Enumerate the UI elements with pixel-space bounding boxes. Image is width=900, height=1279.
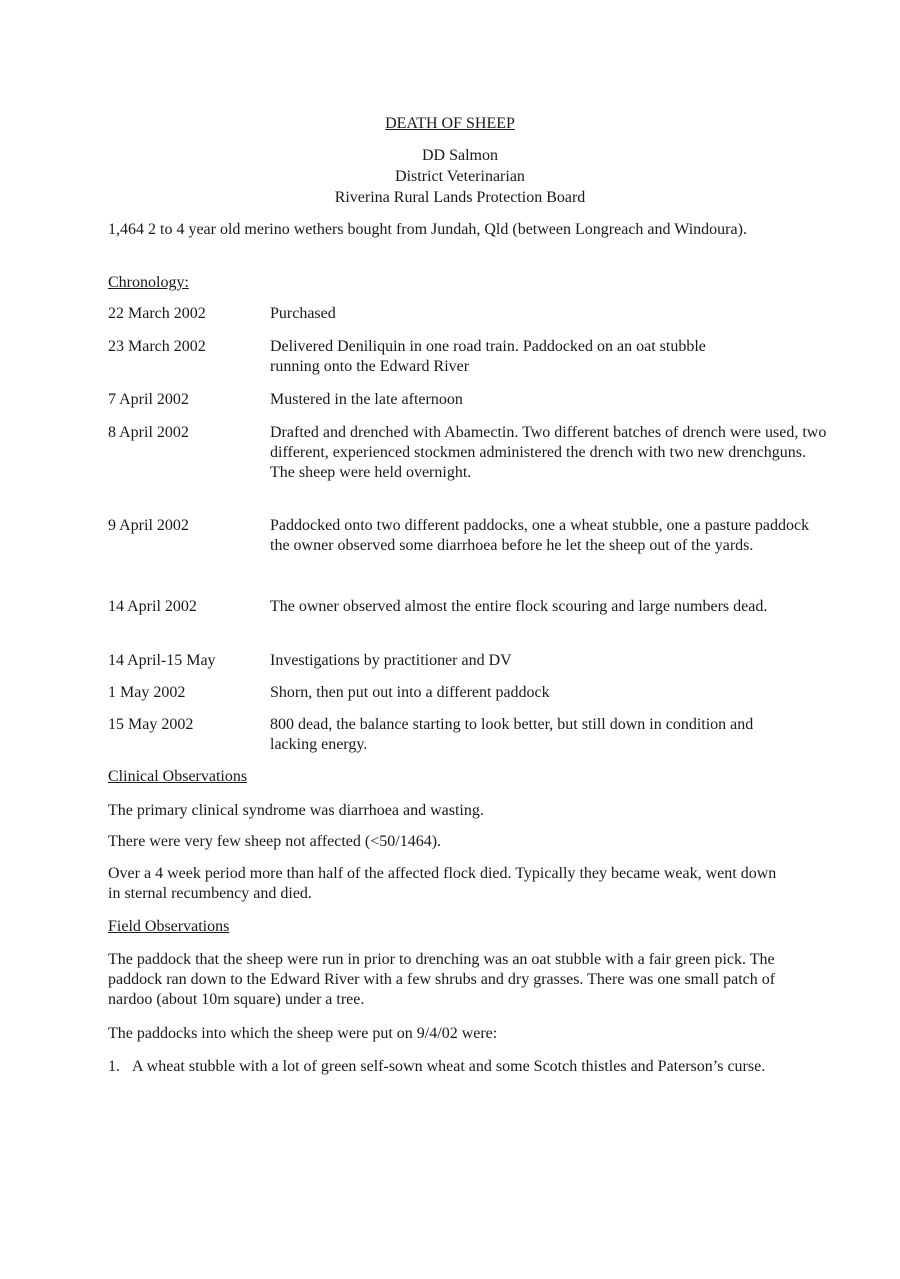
chronology-date: 15 May 2002 bbox=[108, 716, 194, 733]
field-observations-heading: Field Observations bbox=[108, 918, 230, 935]
chronology-date: 7 April 2002 bbox=[108, 391, 189, 408]
list-item-number: 1. bbox=[108, 1058, 120, 1075]
chronology-date: 22 March 2002 bbox=[108, 305, 206, 322]
author-name: DD Salmon bbox=[422, 147, 498, 164]
chronology-date: 1 May 2002 bbox=[108, 684, 186, 701]
author-organisation: Riverina Rural Lands Protection Board bbox=[334, 189, 586, 206]
chronology-date: 8 April 2002 bbox=[108, 424, 189, 441]
chronology-date: 9 April 2002 bbox=[108, 517, 189, 534]
intro-paragraph: 1,464 2 to 4 year old merino wethers bought from Jundah, Qld (between Longreach and Windoura). bbox=[108, 221, 747, 238]
chronology-event: Delivered Deniliquin in one road train. Paddocked on an oat stubble running onto the Edward River bbox=[270, 338, 706, 375]
list-item-text: A wheat stubble with a lot of green self-sown wheat and some Scotch thistles and Paterson’s curse. bbox=[132, 1058, 766, 1075]
chronology-event: Paddocked onto two different paddocks, one a wheat stubble, one a pasture paddock the owner observed some diarrhoea before he let the sheep out of the yards. bbox=[270, 517, 810, 554]
clinical-paragraph: There were very few sheep not affected (<50/1464). bbox=[108, 833, 442, 850]
chronology-event: Purchased bbox=[270, 305, 336, 322]
chronology-date: 23 March 2002 bbox=[108, 338, 206, 355]
chronology-event: Shorn, then put out into a different paddock bbox=[270, 684, 550, 701]
chronology-event: The owner observed almost the entire flock scouring and large numbers dead. bbox=[270, 598, 768, 615]
author-role: District Veterinarian bbox=[395, 168, 525, 185]
chronology-date: 14 April 2002 bbox=[108, 598, 197, 615]
document-title: DEATH OF SHEEP bbox=[385, 115, 515, 132]
chronology-event: Investigations by practitioner and DV bbox=[270, 652, 512, 669]
clinical-paragraph: Over a 4 week period more than half of the affected flock died. Typically they became weak, went down in sternal recumbency and died. bbox=[108, 865, 777, 902]
field-paragraph: The paddock that the sheep were run in prior to drenching was an oat stubble with a fair green pick. The paddock ran down to the Edward River with a few shrubs and dry grasses. There was one small patch of nardoo (about 10m square) under a tree. bbox=[108, 951, 776, 1008]
chronology-event: Mustered in the late afternoon bbox=[270, 391, 463, 408]
clinical-paragraph: The primary clinical syndrome was diarrhoea and wasting. bbox=[108, 802, 484, 819]
chronology-date: 14 April-15 May bbox=[108, 652, 216, 669]
chronology-event: 800 dead, the balance starting to look better, but still down in condition and lacking energy. bbox=[270, 716, 754, 753]
chronology-event: Drafted and drenched with Abamectin. Two different batches of drench were used, two different, experienced stockmen administered the drench with two new drenchguns. The sheep were held overnight. bbox=[270, 424, 827, 481]
field-paragraph: The paddocks into which the sheep were put on 9/4/02 were: bbox=[108, 1025, 498, 1042]
chronology-heading: Chronology: bbox=[108, 274, 189, 291]
clinical-observations-heading: Clinical Observations bbox=[108, 768, 248, 785]
author-block bbox=[0, 145, 900, 208]
